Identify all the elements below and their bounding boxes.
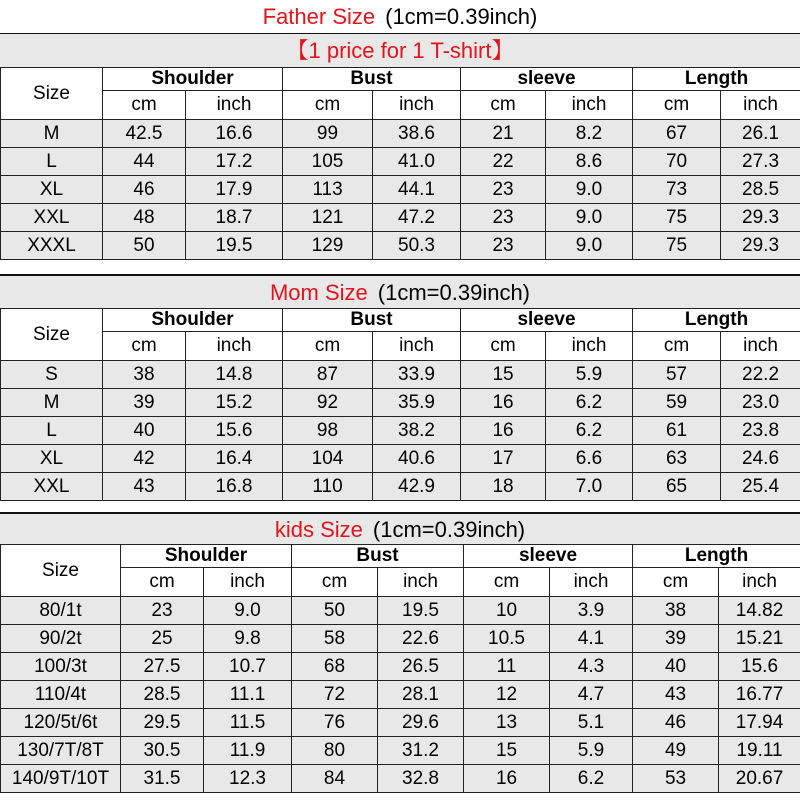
size-column-header: Size [1, 309, 103, 361]
measure-cell: 11.5 [204, 709, 292, 737]
measure-cell: 70 [633, 148, 721, 176]
measure-cell: 35.9 [373, 389, 461, 417]
measure-cell: 4.3 [550, 653, 633, 681]
measure-header-shoulder: Shoulder [103, 309, 283, 332]
measure-cell: 23 [461, 176, 546, 204]
unit-label-cm: cm [121, 568, 204, 597]
table-row [1, 148, 800, 176]
measure-cell: 28.5 [121, 681, 204, 709]
measure-header-sleeve: sleeve [464, 545, 633, 568]
measure-cell: 31.5 [121, 765, 204, 793]
table-row [1, 120, 800, 148]
measure-cell: 129 [283, 232, 373, 260]
measure-cell: 50 [103, 232, 186, 260]
measure-cell: 80 [292, 737, 378, 765]
measure-cell: 15 [461, 361, 546, 389]
unit-label-inch: inch [373, 332, 461, 361]
measure-cell: 39 [103, 389, 186, 417]
measure-cell: 44 [103, 148, 186, 176]
measure-cell: 27.5 [121, 653, 204, 681]
measure-cell: 11.9 [204, 737, 292, 765]
measure-cell: 32.8 [378, 765, 464, 793]
measure-cell: 22.2 [721, 361, 800, 389]
measure-cell: 49 [633, 737, 719, 765]
measure-cell: 104 [283, 445, 373, 473]
measure-cell: 16 [464, 765, 550, 793]
measure-cell: 24.6 [721, 445, 800, 473]
table-row [1, 709, 800, 737]
measure-header-length: Length [633, 68, 800, 91]
unit-label-cm: cm [464, 568, 550, 597]
measure-cell: 16.77 [719, 681, 800, 709]
measure-cell: 15.21 [719, 625, 800, 653]
size-cell: L [1, 417, 103, 445]
size-cell: XXL [1, 473, 103, 501]
size-cell: S [1, 361, 103, 389]
measure-cell: 75 [633, 232, 721, 260]
measure-cell: 105 [283, 148, 373, 176]
measure-cell: 12.3 [204, 765, 292, 793]
measure-cell: 22 [461, 148, 546, 176]
measure-cell: 15 [464, 737, 550, 765]
measure-cell: 31.2 [378, 737, 464, 765]
measure-cell: 87 [283, 361, 373, 389]
measure-cell: 43 [103, 473, 186, 501]
mom-title-bar [0, 274, 800, 310]
measure-cell: 75 [633, 204, 721, 232]
size-cell: 100/3t [1, 653, 121, 681]
measure-cell: 46 [103, 176, 186, 204]
table-row [1, 597, 800, 625]
measure-header-bust: Bust [283, 68, 461, 91]
table-row [1, 232, 800, 260]
table-row [1, 737, 800, 765]
measure-cell: 19.11 [719, 737, 800, 765]
size-cell: 130/7T/8T [1, 737, 121, 765]
unit-label-inch: inch [378, 568, 464, 597]
measure-cell: 14.8 [186, 361, 283, 389]
measure-cell: 57 [633, 361, 721, 389]
measure-cell: 17.94 [719, 709, 800, 737]
unit-label-cm: cm [633, 332, 721, 361]
size-cell: 110/4t [1, 681, 121, 709]
unit-label-cm: cm [461, 332, 546, 361]
size-cell: XL [1, 445, 103, 473]
mom-conversion-note: (1cm=0.39inch) [377, 280, 531, 305]
measure-cell: 28.5 [721, 176, 800, 204]
measure-header-sleeve: sleeve [461, 68, 633, 91]
kids-conversion-note: (1cm=0.39inch) [372, 517, 526, 542]
unit-label-cm: cm [633, 568, 719, 597]
unit-label-inch: inch [373, 91, 461, 120]
size-cell: 140/9T/10T [1, 765, 121, 793]
mom-size-title: Mom Size [269, 280, 368, 305]
measure-cell: 15.2 [186, 389, 283, 417]
measure-cell: 58 [292, 625, 378, 653]
unit-label-inch: inch [204, 568, 292, 597]
measure-cell: 84 [292, 765, 378, 793]
measure-cell: 16.6 [186, 120, 283, 148]
measure-cell: 4.1 [550, 625, 633, 653]
measure-cell: 26.5 [378, 653, 464, 681]
table-row [1, 361, 800, 389]
measure-cell: 59 [633, 389, 721, 417]
size-cell: XXL [1, 204, 103, 232]
measure-cell: 5.9 [546, 361, 633, 389]
measure-cell: 27.3 [721, 148, 800, 176]
measure-cell: 42.5 [103, 120, 186, 148]
measure-cell: 16 [461, 389, 546, 417]
measure-cell: 23 [121, 597, 204, 625]
measure-cell: 38.6 [373, 120, 461, 148]
measure-cell: 23.8 [721, 417, 800, 445]
measure-cell: 10.5 [464, 625, 550, 653]
measure-cell: 18 [461, 473, 546, 501]
measure-cell: 40 [633, 653, 719, 681]
measure-cell: 44.1 [373, 176, 461, 204]
measure-cell: 18.7 [186, 204, 283, 232]
kids-size-title: kids Size [274, 517, 363, 542]
measure-cell: 41.0 [373, 148, 461, 176]
measure-cell: 14.82 [719, 597, 800, 625]
mom-unit-row [1, 332, 800, 361]
table-row [1, 417, 800, 445]
measure-cell: 8.2 [546, 120, 633, 148]
table-row [1, 389, 800, 417]
unit-label-inch: inch [546, 91, 633, 120]
measure-cell: 92 [283, 389, 373, 417]
measure-cell: 23 [461, 204, 546, 232]
measure-cell: 6.6 [546, 445, 633, 473]
table-row [1, 765, 800, 793]
measure-cell: 7.0 [546, 473, 633, 501]
measure-header-shoulder: Shoulder [121, 545, 292, 568]
measure-cell: 53 [633, 765, 719, 793]
measure-cell: 40.6 [373, 445, 461, 473]
measure-cell: 46 [633, 709, 719, 737]
measure-cell: 9.0 [546, 176, 633, 204]
measure-cell: 61 [633, 417, 721, 445]
measure-cell: 22.6 [378, 625, 464, 653]
measure-cell: 4.7 [550, 681, 633, 709]
measure-cell: 38.2 [373, 417, 461, 445]
measure-cell: 50 [292, 597, 378, 625]
measure-header-length: Length [633, 309, 800, 332]
measure-cell: 25.4 [721, 473, 800, 501]
mom-size-table [0, 308, 800, 501]
measure-cell: 29.5 [121, 709, 204, 737]
measure-header-shoulder: Shoulder [103, 68, 283, 91]
measure-cell: 6.2 [550, 765, 633, 793]
price-note: 【1 price for 1 T-shirt】 [286, 38, 514, 63]
table-row [1, 653, 800, 681]
size-cell: XL [1, 176, 103, 204]
measure-cell: 76 [292, 709, 378, 737]
kids-title-bar [0, 512, 800, 546]
measure-header-length: Length [633, 545, 800, 568]
measure-cell: 42 [103, 445, 186, 473]
measure-cell: 8.6 [546, 148, 633, 176]
measure-cell: 5.1 [550, 709, 633, 737]
unit-label-cm: cm [103, 91, 186, 120]
size-cell: 90/2t [1, 625, 121, 653]
measure-cell: 16.8 [186, 473, 283, 501]
measure-cell: 121 [283, 204, 373, 232]
unit-label-inch: inch [721, 332, 800, 361]
measure-cell: 113 [283, 176, 373, 204]
measure-cell: 29.3 [721, 204, 800, 232]
measure-cell: 72 [292, 681, 378, 709]
unit-label-inch: inch [721, 91, 800, 120]
size-column-header: Size [1, 545, 121, 597]
measure-cell: 10.7 [204, 653, 292, 681]
measure-header-bust: Bust [283, 309, 461, 332]
measure-header-bust: Bust [292, 545, 464, 568]
kids-unit-row [1, 568, 800, 597]
unit-label-cm: cm [461, 91, 546, 120]
measure-cell: 6.2 [546, 417, 633, 445]
unit-label-cm: cm [633, 91, 721, 120]
measure-cell: 42.9 [373, 473, 461, 501]
measure-cell: 29.3 [721, 232, 800, 260]
size-cell: XXXL [1, 232, 103, 260]
unit-label-inch: inch [186, 91, 283, 120]
unit-label-inch: inch [546, 332, 633, 361]
unit-label-cm: cm [283, 91, 373, 120]
measure-cell: 19.5 [186, 232, 283, 260]
size-cell: M [1, 389, 103, 417]
size-cell: 80/1t [1, 597, 121, 625]
father-unit-row [1, 91, 800, 120]
measure-cell: 5.9 [550, 737, 633, 765]
measure-cell: 15.6 [186, 417, 283, 445]
measure-cell: 98 [283, 417, 373, 445]
size-column-header: Size [1, 68, 103, 120]
measure-cell: 23 [461, 232, 546, 260]
measure-cell: 12 [464, 681, 550, 709]
kids-size-table [0, 544, 800, 793]
measure-cell: 65 [633, 473, 721, 501]
father-size-table [0, 67, 800, 260]
measure-cell: 99 [283, 120, 373, 148]
measure-header-sleeve: sleeve [461, 309, 633, 332]
measure-cell: 21 [461, 120, 546, 148]
measure-cell: 9.0 [546, 232, 633, 260]
measure-cell: 39 [633, 625, 719, 653]
unit-label-inch: inch [719, 568, 800, 597]
measure-cell: 13 [464, 709, 550, 737]
measure-cell: 48 [103, 204, 186, 232]
measure-cell: 17.2 [186, 148, 283, 176]
measure-cell: 50.3 [373, 232, 461, 260]
measure-cell: 28.1 [378, 681, 464, 709]
measure-cell: 11 [464, 653, 550, 681]
measure-cell: 9.8 [204, 625, 292, 653]
measure-cell: 11.1 [204, 681, 292, 709]
measure-cell: 43 [633, 681, 719, 709]
measure-cell: 9.0 [204, 597, 292, 625]
size-cell: 120/5t/6t [1, 709, 121, 737]
measure-cell: 30.5 [121, 737, 204, 765]
unit-label-inch: inch [550, 568, 633, 597]
measure-cell: 15.6 [719, 653, 800, 681]
measure-cell: 29.6 [378, 709, 464, 737]
father-conversion-note: (1cm=0.39inch) [385, 4, 538, 29]
measure-cell: 38 [103, 361, 186, 389]
measure-cell: 73 [633, 176, 721, 204]
kids-header-row [1, 545, 800, 568]
measure-cell: 67 [633, 120, 721, 148]
measure-cell: 3.9 [550, 597, 633, 625]
measure-cell: 17 [461, 445, 546, 473]
measure-cell: 17.9 [186, 176, 283, 204]
measure-cell: 19.5 [378, 597, 464, 625]
father-size-title: Father Size [262, 4, 376, 29]
measure-cell: 38 [633, 597, 719, 625]
table-row [1, 176, 800, 204]
mom-header-row [1, 309, 800, 332]
measure-cell: 16.4 [186, 445, 283, 473]
unit-label-cm: cm [292, 568, 378, 597]
unit-label-cm: cm [283, 332, 373, 361]
measure-cell: 25 [121, 625, 204, 653]
size-cell: L [1, 148, 103, 176]
measure-cell: 16 [461, 417, 546, 445]
size-cell: M [1, 120, 103, 148]
measure-cell: 9.0 [546, 204, 633, 232]
father-header-row [1, 68, 800, 91]
table-row [1, 625, 800, 653]
unit-label-inch: inch [186, 332, 283, 361]
measure-cell: 6.2 [546, 389, 633, 417]
measure-cell: 23.0 [721, 389, 800, 417]
measure-cell: 26.1 [721, 120, 800, 148]
measure-cell: 40 [103, 417, 186, 445]
table-row [1, 473, 800, 501]
table-row [1, 204, 800, 232]
table-row [1, 445, 800, 473]
measure-cell: 47.2 [373, 204, 461, 232]
measure-cell: 33.9 [373, 361, 461, 389]
measure-cell: 68 [292, 653, 378, 681]
price-note-bar [0, 34, 800, 68]
measure-cell: 110 [283, 473, 373, 501]
measure-cell: 20.67 [719, 765, 800, 793]
measure-cell: 10 [464, 597, 550, 625]
measure-cell: 63 [633, 445, 721, 473]
unit-label-cm: cm [103, 332, 186, 361]
father-title-bar [0, 0, 800, 34]
table-row [1, 681, 800, 709]
